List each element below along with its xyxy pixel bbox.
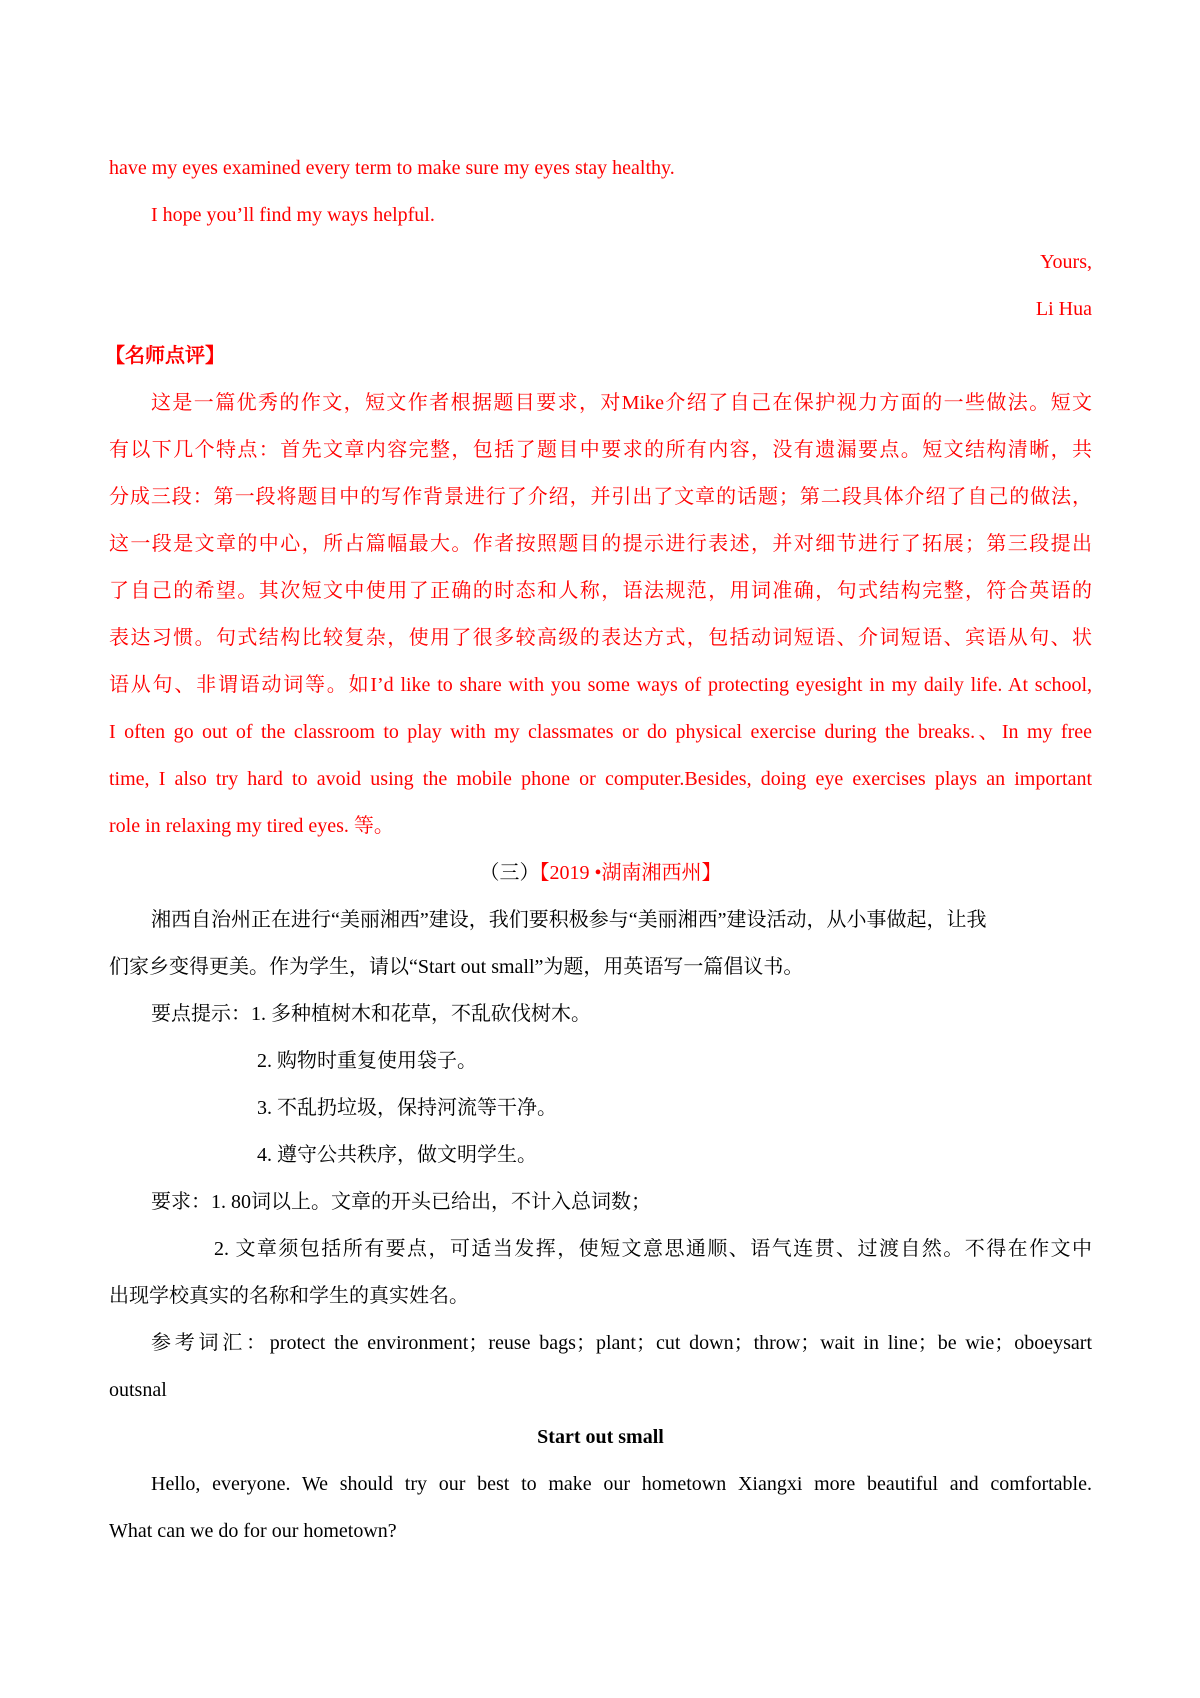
requirement-line: 要求：1. 80词以上。文章的开头已给出，不计入总词数； (151, 1191, 651, 1213)
review-heading: 【名师点评】 (105, 345, 225, 367)
essay-line: Hello, everyone. We should try our best to make our hometown Xiangxi more beautiful and comfortable. (151, 1473, 1092, 1495)
essay-title: Start out small (537, 1426, 664, 1448)
points-label: 要点提示： (151, 1003, 251, 1025)
section-prefix: （三） (479, 862, 540, 884)
review-line: I often go out of the classroom to play with my classmates or do physical exercise during the breaks.、In my free (109, 721, 1092, 743)
letter-signature: Li Hua (1035, 298, 1092, 320)
section-source: 【2019 •湖南湘西州】 (539, 862, 722, 884)
vocab-line: 参考词汇：protect the environment；reuse bags；plant；cut down；throw；wait in line；be wie；oboeysart (151, 1332, 1092, 1354)
review-line: 了自己的希望。其次短文中使用了正确的时态和人称，语法规范，用词准确，句式结构完整，符合英语的 (109, 580, 1092, 602)
letter-closing: Yours, (1040, 251, 1092, 273)
review-line: role in relaxing my tired eyes. 等。 (109, 815, 394, 837)
requirement-line: 2. 文章须包括所有要点，可适当发挥，使短文意思通顺、语气连贯、过渡自然。不得在作文中 (214, 1238, 1092, 1260)
points-row (151, 1002, 591, 1026)
review-line: 分成三段：第一段将题目中的写作背景进行了介绍，并引出了文章的话题；第二段具体介绍了自己的做法， (109, 486, 1092, 508)
point-item: 3. 不乱扔垃圾，保持河流等干净。 (257, 1097, 557, 1119)
review-line: 有以下几个特点：首先文章内容完整，包括了题目中要求的所有内容，没有遗漏要点。短文结构清晰，共 (109, 439, 1092, 461)
review-line: time, I also try hard to avoid using the mobile phone or computer.Besides, doing eye exercises plays an important (109, 768, 1092, 790)
task-intro-line: 们家乡变得更美。作为学生，请以“Start out small”为题，用英语写一篇倡议书。 (109, 956, 804, 978)
point-item: 2. 购物时重复使用袋子。 (257, 1050, 477, 1072)
point-item: 4. 遵守公共秩序，做文明学生。 (257, 1144, 537, 1166)
vocab-line: outsnal (109, 1379, 167, 1401)
letter-line-tail: have my eyes examined every term to make sure my eyes stay healthy. (109, 157, 675, 179)
essay-line: What can we do for our hometown? (109, 1520, 397, 1542)
requirement-line: 出现学校真实的名称和学生的真实姓名。 (109, 1285, 469, 1307)
review-line: 这是一篇优秀的作文，短文作者根据题目要求，对Mike介绍了自己在保护视力方面的一些做法。短文 (151, 392, 1092, 414)
letter-hope-line: I hope you’ll find my ways helpful. (151, 204, 435, 226)
section-heading (109, 861, 1092, 885)
review-line: 语从句、非谓语动词等。如I’d like to share with you some ways of protecting eyesight in my daily life. At school, (109, 674, 1092, 696)
review-line: 表达习惯。句式结构比较复杂，使用了很多较高级的表达方式，包括动词短语、介词短语、宾语从句、状 (109, 627, 1092, 649)
point-item: 1. 多种植树木和花草，不乱砍伐树木。 (251, 1003, 591, 1025)
review-line: 这一段是文章的中心，所占篇幅最大。作者按照题目的提示进行表述，并对细节进行了拓展；第三段提出 (109, 533, 1092, 555)
task-intro-line: 湘西自治州正在进行“美丽湘西”建设，我们要积极参与“美丽湘西”建设活动，从小事做起，让我 (151, 909, 987, 931)
